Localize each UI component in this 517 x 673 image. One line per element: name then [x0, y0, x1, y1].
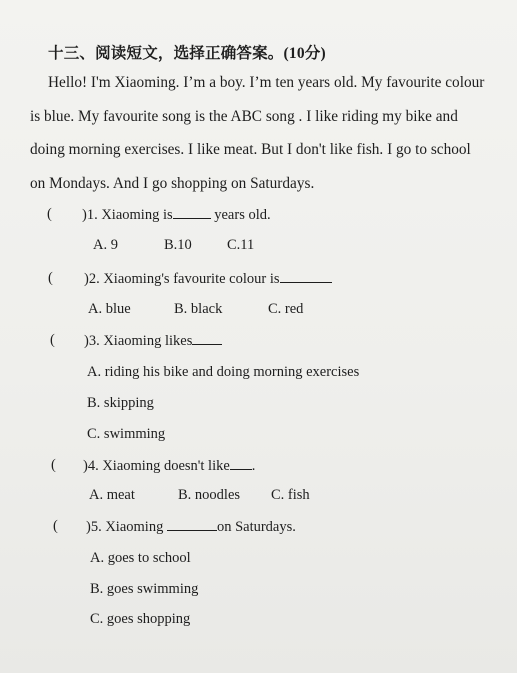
passage-line-3: doing morning exercises. I like meat. But I don't like fish. I go to school [30, 141, 471, 158]
question-1-option-c: C.11 [227, 237, 255, 253]
passage-line-2: is blue. My favourite song is the ABC song . I like riding my bike and [30, 108, 458, 125]
question-2-option-c: C. red [268, 301, 304, 317]
question-4-option-b: B. noodles [178, 487, 241, 503]
question-3-stem: )3. Xiaoming likes [84, 333, 193, 349]
question-5-option-a: A. goes to school [90, 550, 191, 566]
question-3-option-c: C. swimming [87, 426, 166, 442]
section-heading: 十三、阅读短文，选择正确答案。(10分) [48, 45, 326, 62]
question-1-option-b: B.10 [164, 237, 192, 253]
question-5-stem: )5. Xiaoming [86, 519, 167, 535]
answer-paren-5[interactable]: ( [53, 518, 58, 534]
question-3-option-b: B. skipping [87, 395, 154, 411]
question-4-option-a: A. meat [89, 487, 135, 503]
passage-line-4: on Mondays. And I go shopping on Saturdays. [30, 175, 315, 192]
question-3-option-a: A. riding his bike and doing morning exercises [87, 364, 360, 380]
question-5-tail: on Saturdays. [216, 519, 296, 535]
question-5-blank [167, 518, 217, 531]
question-2-blank [280, 270, 332, 283]
question-1-tail: years old. [210, 207, 271, 223]
question-1-stem: )1. Xiaoming is [82, 207, 173, 223]
question-5-option-c: C. goes shopping [90, 611, 191, 627]
question-4-option-c: C. fish [271, 487, 310, 503]
question-2 [84, 270, 332, 288]
question-4-stem: )4. Xiaoming doesn't like [83, 458, 230, 474]
question-2-option-a: A. blue [88, 301, 131, 317]
answer-paren-3[interactable]: ( [50, 332, 55, 348]
question-3-blank [192, 332, 222, 345]
passage-line-1: Hello! I'm Xiaoming. I’m a boy. I’m ten years old. My favourite colour [48, 74, 485, 91]
answer-paren-2[interactable]: ( [48, 270, 53, 286]
answer-paren-4[interactable]: ( [51, 457, 56, 473]
question-4-blank [230, 457, 252, 470]
question-5 [86, 518, 296, 536]
question-4-tail: . [251, 458, 256, 474]
question-4 [83, 457, 255, 475]
question-2-stem: )2. Xiaoming's favourite colour is [84, 271, 280, 287]
question-1-blank [173, 206, 211, 219]
question-3 [84, 332, 222, 350]
question-1-option-a: A. 9 [93, 237, 118, 253]
answer-paren-1[interactable]: ( [47, 206, 52, 222]
question-1 [82, 206, 271, 224]
question-5-option-b: B. goes swimming [90, 581, 199, 597]
question-2-option-b: B. black [174, 301, 223, 317]
